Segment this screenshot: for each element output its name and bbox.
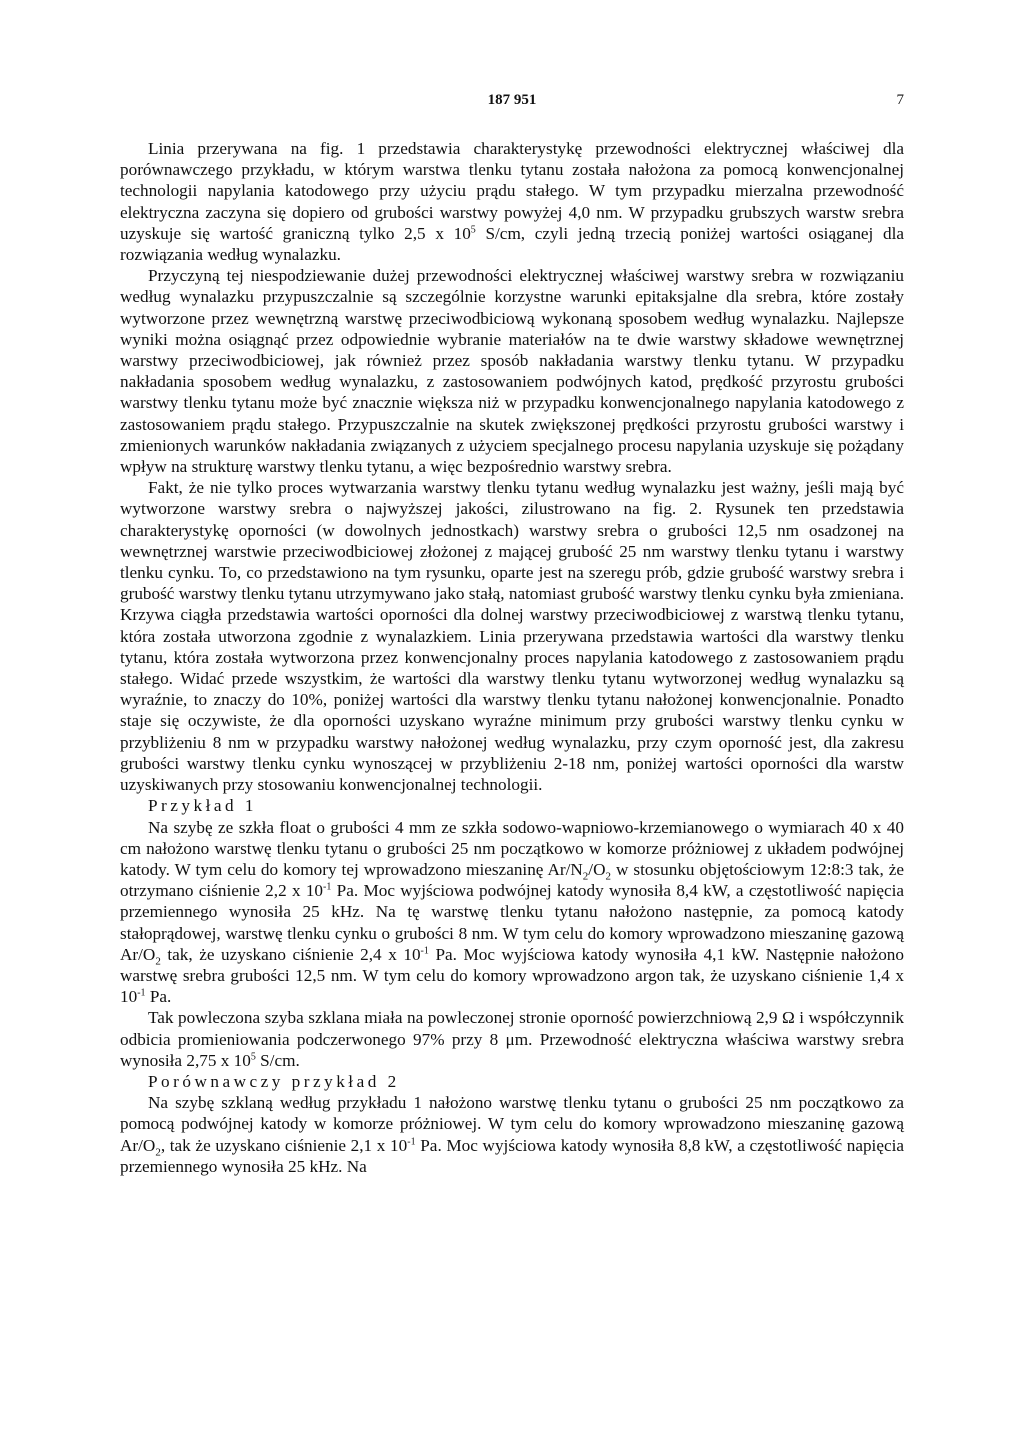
paragraph: Przyczyną tej niespodziewanie dużej przewodności elektrycznej właściwej warstwy srebra w rozwiązaniu według wynalazku przypuszczalnie są szczególnie korzystne warunki epitaksjalne dla srebra, które zostały wytworzone przez wewnętrzną warstwę przeciwodbiciową wykonaną sposobem według wynalazku. Najlepsze wyniki można osiągnąć przez odpowiednie wybranie materiałów na te dwie warstwy składowe wewnętrznej warstwy przeciwodbiciowej, jak również przez sposób nakładania warstwy tlenku tytanu. W przypadku nakładania sposobem według wynalazku, z zastosowaniem podwójnych katod, prędkość przyrostu grubości warstwy tlenku tytanu może być znacznie większa niż w przypadku konwencjonalnego napylania katodowego z zastosowaniem prądu stałego. Przypuszczalnie na skutek zwiększonej prędkości przyrostu grubości warstwy i zmienionych warunków nakładania związanych z użyciem specjalnego procesu napylania uzyskuje się pożądany wpływ na strukturę warstwy tlenku tytanu, a więc bezpośrednio warstwy srebra.	[120, 266, 904, 477]
example-heading: Przykład 1	[148, 796, 257, 816]
document-page	[120, 92, 904, 1177]
document-number: 187 951	[487, 92, 537, 108]
paragraph: Na szybę ze szkła float o grubości 4 mm ze szkła sodowo-wapniowo-krzemianowego o wymiarach 40 x 40 cm nałożono warstwę tlenku tytanu o grubości 25 nm początkowo w komorze próżniowej z układem podwójnej katody. W tym celu do komory tej wprowadzono mieszaninę $Ar/N_2/O_2$ w stosunku objętościowym 12:8:3 tak, że otrzymano ciśnienie 2,2 x $10^{-1}$ Pa. Moc wyjściowa podwójnej katody wynosiła 8,4 kW, a częstotliwość napięcia przemiennego wynosiła 25 kHz. Na tę warstwę tlenku tytanu nałożono następnie, za pomocą katody stałoprądowej, warstwę tlenku cynku o grubości 8 nm. W tym celu do komory wprowadzono mieszaninę gazową $Ar/O_2$ tak, że uzyskano ciśnienie 2,4 x $10^{-1}$ Pa. Moc wyjściowa katody wynosiła 4,1 kW. Następnie nałożono warstwę srebra grubości 12,5 nm. W tym celu do komory wprowadzono argon tak, że uzyskano ciśnienie 1,4 x $10^{-1}$ Pa.	[120, 817, 904, 1007]
page-number: 7	[896, 92, 904, 108]
paragraph: Linia przerywana na fig. 1 przedstawia charakterystykę przewodności elektrycznej właściwej dla porównawczego przykładu, w którym warstwa tlenku tytanu została nałożona za pomocą konwencjonalnej technologii napylania katodowego przy użyciu prądu stałego. W tym przypadku mierzalna przewodność elektryczna zaczyna się dopiero od grubości warstwy powyżej 4,0 nm. W przypadku grubszych warstw srebra uzyskuje się wartość graniczną tylko 2,5 x $10^5$ S/cm, czyli jedną trzecią poniżej wartości osiąganej dla rozwiązania według wynalazku.	[120, 139, 904, 265]
paragraph: Fakt, że nie tylko proces wytwarzania warstwy tlenku tytanu według wynalazku jest ważny, jeśli mają być wytworzone warstwy srebra o najwyższej jakości, zilustrowano na fig. 2. Rysunek ten przedstawia charakterystykę oporności (w dowolnych jednostkach) warstwy srebra o grubości 12,5 nm osadzonej na wewnętrznej warstwie przeciwodbiciowej złożonej z mającej grubość 25 nm warstwy tlenku tytanu i warstwy tlenku cynku. To, co przedstawiono na tym rysunku, oparte jest na szeregu prób, gdzie grubość warstwy srebra i grubość warstwy tlenku tytanu utrzymywano jako stałą, natomiast grubość warstwy tlenku cynku była zmieniana. Krzywa ciągła przedstawia wartości oporności dla dolnej warstwy przeciwodbiciowej z warstwą tlenku tytanu, która została utworzona zgodnie z wynalazkiem. Linia przerywana przedstawia wartości dla warstwy tlenku tytanu, która została wytworzona przez konwencjonalny proces napylania katodowego z zastosowaniem prądu stałego. Widać przede wszystkim, że wartości dla warstwy tlenku tytanu wytworzonej według wynalazku są wyraźnie, to znaczy do 10%, poniżej wartości dla warstwy tlenku tytanu nałożonej konwencjonalnie. Ponadto staje się oczywiste, że dla oporności uzyskano wyraźne minimum przy grubości warstwy tlenku cynku w przybliżeniu 8 nm w przypadku warstwy nałożonej według wynalazku, przy czym oporność jest, dla zakresu grubości warstwy tlenku cynku wynoszącej w przybliżeniu 2-18 nm, poniżej wartości oporności dla warstw uzyskiwanych przy stosowaniu konwencjonalnej technologii.	[120, 478, 904, 795]
comparative-example-heading: Porównawczy przykład 2	[148, 1071, 400, 1091]
body-text	[120, 138, 904, 1177]
paragraph: Na szybę szklaną według przykładu 1 nałożono warstwę tlenku tytanu o grubości 25 nm początkowo za pomocą podwójnej katody w komorze próżniowej. W tym celu do komory wprowadzono mieszaninę gazową $Ar/O_2$, tak że uzyskano ciśnienie 2,1 x $10^{-1}$ Pa. Moc wyjściowa katody wynosiła 8,8 kW, a częstotliwość napięcia przemiennego wynosiła 25 kHz. Na	[120, 1093, 904, 1176]
paragraph: Tak powleczona szyba szklana miała na powleczonej stronie oporność powierzchniową 2,9 Ω i współczynnik odbicia promieniowania podczerwonego 97% przy 8 μm. Przewodność elektryczna właściwa warstwy srebra wynosiła 2,75 x $10^5$ S/cm.	[120, 1008, 904, 1070]
page-header	[120, 92, 904, 122]
